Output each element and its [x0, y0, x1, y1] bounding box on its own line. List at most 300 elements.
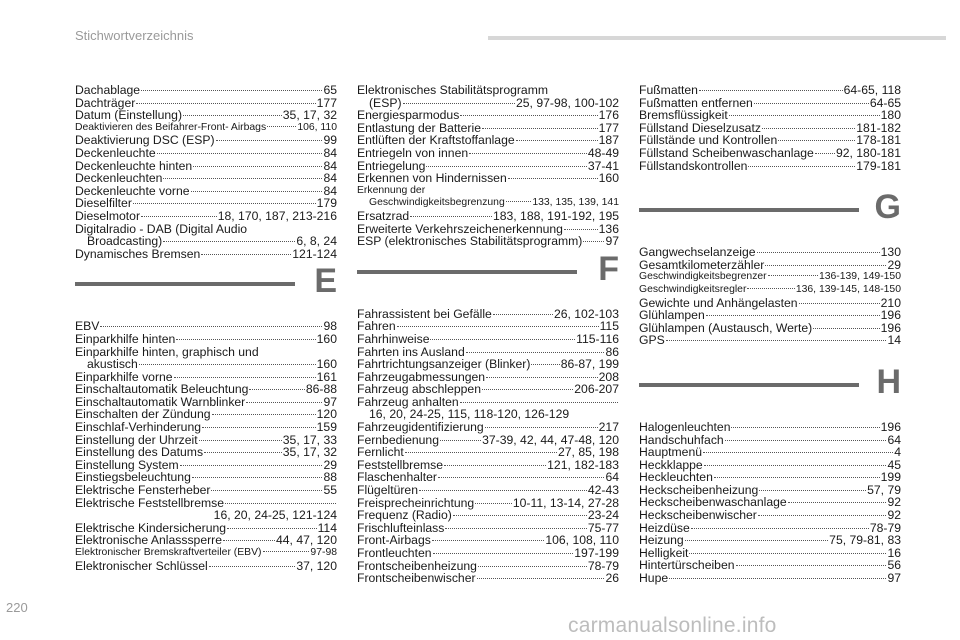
entry-pages: 37-39, 42, 44, 47-48, 120 — [482, 432, 619, 447]
entry-pages: 120 — [316, 407, 337, 422]
entry-term: Dieselfilter — [75, 196, 132, 211]
entry-term: Einstellung des Datums — [75, 445, 204, 460]
index-entry — [639, 271, 901, 284]
dot-leader — [204, 452, 282, 453]
entry-pages: 197-199 — [574, 546, 619, 560]
entry-term: Einschaltautomatik Beleuchtung — [75, 382, 249, 397]
entry-term: Geschwindigkeitsbegrenzer — [639, 271, 767, 283]
dot-leader — [174, 377, 316, 378]
page-header — [0, 0, 960, 44]
entry-term: Entlastung der Batterie — [357, 120, 481, 135]
entry-pages: 130 — [880, 245, 901, 260]
dot-leader — [477, 578, 605, 579]
entry-term: Elektrische Feststellbremse — [75, 495, 225, 510]
dot-leader — [747, 288, 794, 289]
entry-pages: 75-77 — [587, 520, 619, 535]
entry-term: Fernlicht — [357, 445, 404, 460]
entry-term: Heckscheibenwischer — [639, 508, 757, 523]
index-entry — [639, 322, 901, 335]
index-entry — [639, 284, 901, 297]
entry-term: Einstiegsbeleuchtung — [75, 470, 191, 485]
entry-pages: 35, 17, 32 — [282, 445, 337, 460]
index-entry — [357, 383, 619, 396]
index-entry — [357, 210, 619, 223]
entry-term: GPS — [639, 333, 665, 348]
entry-term: Glühlampen (Austausch, Werte) — [639, 320, 813, 335]
dot-leader — [202, 427, 316, 428]
dot-leader — [267, 126, 296, 127]
dot-leader — [136, 103, 315, 104]
dot-leader — [482, 389, 573, 390]
entry-term: Einparkhilfe vorne — [75, 369, 173, 384]
entry-term: Füllstand Scheibenwaschanlage — [639, 145, 814, 160]
index-entry — [357, 333, 619, 346]
entry-pages: 44, 47, 120 — [276, 533, 337, 548]
dot-leader — [432, 540, 545, 541]
entry-pages: 92 — [887, 495, 901, 510]
dot-leader — [757, 252, 880, 253]
dot-leader — [799, 303, 880, 304]
dot-leader — [813, 328, 879, 329]
dot-leader — [403, 103, 515, 104]
dot-leader — [583, 241, 604, 242]
dot-leader — [759, 490, 866, 491]
index-entry — [639, 421, 901, 434]
dot-leader — [438, 477, 604, 478]
entry-term: Deaktivierung DSC (ESP) — [75, 133, 215, 148]
entry-term: Fußmatten entfernen — [639, 95, 753, 110]
dot-leader — [263, 551, 310, 552]
header-rule — [488, 36, 946, 40]
dot-leader — [201, 254, 291, 255]
entry-pages: 75, 79-81, 83 — [829, 533, 901, 548]
entry-term: Fahrhinweise — [357, 331, 430, 346]
entry-pages: 136 — [598, 221, 619, 236]
entry-pages: 183, 188, 191-192, 195 — [492, 208, 619, 223]
header-title: Stichwortverzeichnis — [75, 28, 194, 43]
dot-leader — [691, 528, 869, 529]
entry-term: Heizung — [639, 533, 684, 548]
entry-pages: 37, 120 — [296, 558, 337, 573]
section-header — [639, 186, 901, 246]
entry-pages: 86 — [605, 344, 619, 359]
index-entry — [75, 84, 337, 97]
dot-leader — [249, 389, 304, 390]
dot-leader — [100, 326, 322, 327]
entry-pages: 179 — [316, 196, 337, 211]
entry-pages: 84 — [323, 158, 337, 173]
section-rule — [639, 208, 859, 212]
index-entry — [357, 358, 619, 371]
index-entry — [357, 147, 619, 160]
section-rule — [357, 270, 577, 274]
dot-leader — [445, 528, 586, 529]
dot-leader — [223, 540, 275, 541]
entry-pages: 84 — [323, 171, 337, 186]
index-column-2 — [357, 84, 619, 585]
entry-pages: 26, 102-103 — [553, 306, 619, 321]
entry-pages: 16 — [887, 545, 901, 560]
entry-term: 16, 20, 24-25, 115, 118-120, 126-129 — [369, 407, 570, 422]
watermark: carmanualsonline.info — [568, 614, 777, 637]
index-entry — [639, 334, 901, 347]
section-letter: H — [876, 362, 901, 401]
entry-term: Bremsflüssigkeit — [639, 108, 728, 123]
entry-pages: 27, 85, 198 — [558, 445, 619, 460]
dot-leader — [758, 515, 887, 516]
entry-term: Broadcasting) — [87, 234, 163, 249]
index-entry — [639, 446, 901, 459]
entry-term: Elektrische Fensterheber — [75, 483, 211, 498]
entry-term: Front-Airbags — [357, 533, 431, 548]
entry-term: Flaschenhalter — [357, 470, 437, 485]
index-entry — [75, 560, 337, 573]
dot-leader — [397, 326, 599, 327]
entry-term: Heizdüse — [639, 520, 690, 535]
entry-term: Fahrzeug abschleppen — [357, 382, 481, 397]
index-entry — [357, 421, 619, 434]
entry-pages: 88 — [323, 470, 337, 485]
section-letter: G — [874, 188, 901, 227]
entry-pages: 23-24 — [587, 508, 619, 523]
entry-term: Dieselmotor — [75, 208, 141, 223]
entry-pages: 4 — [894, 445, 901, 460]
entry-pages: 177 — [598, 120, 619, 135]
entry-term: Gesamtkilometerzähler — [639, 257, 765, 272]
entry-pages: 98 — [323, 319, 337, 334]
entry-term: Fußmatten — [639, 83, 698, 97]
entry-term: Datum (Einstellung) — [75, 108, 183, 123]
entry-term: Flügeltüren — [357, 483, 418, 498]
section-spacer — [639, 172, 901, 186]
entry-pages: 35, 17, 32 — [282, 108, 337, 123]
entry-term: Elektronischer Schlüssel — [75, 558, 208, 573]
entry-term: (ESP) — [369, 95, 402, 110]
entry-pages: 121, 182-183 — [547, 457, 619, 472]
entry-pages: 179-181 — [856, 158, 901, 173]
entry-term: EBV — [75, 319, 100, 334]
entry-term: Einparkhilfe hinten, graphisch und — [75, 344, 259, 359]
index-entry — [75, 547, 337, 560]
index-column-1 — [75, 84, 337, 572]
entry-pages: 55 — [323, 483, 337, 498]
dot-leader — [478, 566, 587, 567]
index-entry — [357, 84, 619, 97]
dot-leader — [731, 427, 879, 428]
entry-term: Einstellung der Uhrzeit — [75, 432, 198, 447]
section-rule — [75, 282, 295, 286]
entry-pages: 177 — [316, 95, 337, 110]
entry-term: Freisprecheinrichtung — [357, 495, 475, 510]
entry-term: Erkennung der — [357, 184, 426, 196]
index-entry — [357, 308, 619, 321]
index-entry — [75, 109, 337, 122]
entry-term: Einparkhilfe hinten — [75, 331, 176, 346]
dot-leader — [419, 490, 587, 491]
entry-pages: 45 — [887, 457, 901, 472]
entry-pages: 181-182 — [856, 120, 901, 135]
entry-term: Fahrzeugidentifizierung — [357, 420, 484, 435]
entry-term: Elektrische Kindersicherung — [75, 520, 227, 535]
entry-term: Elektronischer Bremskraftverteiler (EBV) — [75, 547, 262, 558]
index-entry — [639, 160, 901, 173]
index-entry — [639, 147, 901, 160]
entry-term: Fernbedienung — [357, 432, 439, 447]
dot-leader — [506, 201, 532, 202]
dot-leader — [703, 452, 893, 453]
entry-term: Einschalten der Zündung — [75, 407, 211, 422]
entry-term: Fahren — [357, 319, 396, 334]
entry-pages: 208 — [598, 369, 619, 384]
entry-pages: 37-41 — [587, 158, 619, 173]
entry-pages: 84 — [323, 183, 337, 198]
index-entry — [357, 185, 619, 198]
dot-leader — [516, 140, 598, 141]
entry-pages: 64-65 — [869, 95, 901, 110]
dot-leader — [426, 166, 586, 167]
entry-term: Deckenleuchte vorne — [75, 183, 190, 198]
entry-term: Frischlufteinlass — [357, 520, 445, 535]
entry-pages: 92, 180-181 — [835, 145, 901, 160]
entry-pages: 160 — [316, 331, 337, 346]
index-entry — [639, 559, 901, 572]
dot-leader — [486, 377, 598, 378]
dot-leader — [405, 452, 557, 453]
entry-term: Geschwindigkeitsbegrenzung — [369, 197, 505, 209]
entry-pages: 180 — [880, 108, 901, 123]
dot-leader — [209, 566, 296, 567]
entry-pages: 97 — [323, 394, 337, 409]
index-entry — [639, 246, 901, 259]
dot-leader — [180, 465, 323, 466]
dot-leader — [531, 364, 559, 365]
dot-leader — [192, 477, 323, 478]
dot-leader — [410, 216, 492, 217]
entry-term: Feststellbremse — [357, 457, 444, 472]
entry-term: Elektronisches Stabilitätsprogramm — [357, 83, 549, 97]
dot-leader — [216, 140, 323, 141]
index-entry — [639, 509, 901, 522]
dot-leader — [689, 553, 886, 554]
entry-pages: 16, 20, 24-25, 121-124 — [213, 508, 337, 523]
entry-term: Füllstand Dieselzusatz — [639, 120, 761, 135]
entry-term: Einschaltautomatik Warnblinker — [75, 394, 246, 409]
entry-term: Fahrten ins Ausland — [357, 344, 465, 359]
dot-leader — [508, 178, 598, 179]
entry-term: Deaktivieren des Beifahrer-Front- Airbags — [75, 121, 267, 133]
index-entry — [75, 509, 337, 522]
dot-leader — [199, 440, 282, 441]
entry-term: Heckscheibenwaschanlage — [639, 495, 787, 510]
dot-leader — [736, 565, 887, 566]
dot-leader — [433, 553, 574, 554]
index-entry — [639, 534, 901, 547]
entry-term: Digitalradio - DAB (Digital Audio — [75, 221, 248, 236]
entry-pages: 97 — [887, 571, 901, 586]
index-entry — [75, 235, 337, 248]
entry-pages: 217 — [598, 420, 619, 435]
index-entry — [75, 333, 337, 346]
dot-leader — [765, 265, 886, 266]
index-entry — [357, 547, 619, 560]
entry-term: Dachträger — [75, 95, 136, 110]
dot-leader — [762, 128, 855, 129]
index-entry — [75, 383, 337, 396]
dot-leader — [141, 216, 217, 217]
entry-term: Entriegeln von innen — [357, 145, 469, 160]
entry-term: Fahrzeugabmessungen — [357, 369, 486, 384]
entry-pages: 178-181 — [856, 133, 901, 148]
entry-term: Fahrtrichtungsanzeiger (Blinker) — [357, 357, 531, 372]
index-entry — [75, 210, 337, 223]
dot-leader — [193, 166, 322, 167]
dot-leader — [453, 515, 587, 516]
entry-pages: 64-65, 118 — [843, 83, 901, 97]
entry-term: Dachablage — [75, 83, 141, 97]
dot-leader — [493, 314, 553, 315]
dot-leader — [157, 153, 323, 154]
entry-pages: 6, 8, 24 — [296, 234, 337, 249]
entry-pages: 64 — [887, 432, 901, 447]
index-entry — [357, 109, 619, 122]
entry-term: Handschuhfach — [639, 432, 724, 447]
page-number: 220 — [6, 600, 28, 615]
entry-term: Geschwindigkeitsregler — [639, 283, 747, 295]
dot-leader — [564, 229, 598, 230]
section-header — [357, 248, 619, 308]
index-entry — [75, 484, 337, 497]
entry-pages: 115 — [599, 319, 619, 334]
dot-leader — [725, 440, 887, 441]
entry-term: Deckenleuchte — [75, 145, 156, 160]
index-entry — [75, 358, 337, 371]
entry-pages: 114 — [317, 520, 337, 535]
entry-pages: 84 — [323, 145, 337, 160]
dot-leader — [163, 241, 295, 242]
entry-term: Hupe — [639, 571, 669, 586]
entry-pages: 10-11, 13-14, 27-28 — [512, 495, 619, 510]
dot-leader — [669, 578, 886, 579]
entry-term: Frontscheibenwischer — [357, 571, 476, 586]
dot-leader — [183, 115, 282, 116]
index-entry — [357, 446, 619, 459]
dot-leader — [754, 103, 869, 104]
entry-term: Halogenleuchten — [639, 419, 731, 434]
entry-term: Heckscheibenheizung — [639, 482, 759, 497]
index-entry — [75, 172, 337, 185]
index-entry — [639, 259, 901, 272]
entry-pages: 29 — [323, 457, 337, 472]
dot-leader — [704, 465, 887, 466]
entry-pages: 210 — [880, 295, 901, 310]
entry-pages: 133, 135, 139, 141 — [532, 197, 619, 209]
entry-pages: 57, 79 — [867, 482, 901, 497]
entry-term: Heckleuchten — [639, 470, 713, 485]
entry-term: Ersatzrad — [357, 208, 410, 223]
dot-leader — [778, 140, 855, 141]
index-entry — [75, 248, 337, 261]
entry-pages: 78-79 — [587, 558, 619, 573]
entry-term: Einstellung System — [75, 457, 179, 472]
dot-leader — [460, 115, 597, 116]
index-entry — [639, 309, 901, 322]
entry-pages: 35, 17, 33 — [282, 432, 337, 447]
entry-pages: 196 — [880, 308, 901, 323]
entry-term: akustisch — [87, 357, 138, 372]
entry-pages: 42-43 — [587, 483, 619, 498]
entry-term: Erkennen von Hindernissen — [357, 171, 507, 186]
dot-leader — [685, 540, 828, 541]
entry-term: Deckenleuchte hinten — [75, 158, 193, 173]
dot-leader — [815, 153, 835, 154]
entry-pages: 29 — [887, 257, 901, 272]
section-header — [75, 260, 337, 320]
section-header — [639, 361, 901, 421]
entry-pages: 92 — [887, 508, 901, 523]
entry-pages: 106, 110 — [297, 121, 337, 133]
entry-term: Deckenleuchten — [75, 171, 163, 186]
index-entry — [357, 509, 619, 522]
entry-pages: 14 — [887, 333, 901, 348]
dot-leader — [227, 528, 316, 529]
entry-term: ESP (elektronisches Stabilitätsprogramm) — [357, 234, 583, 249]
entry-pages: 78-79 — [869, 520, 901, 535]
entry-term: Erweiterte Verkehrszeichenerkennung — [357, 221, 563, 236]
dot-leader — [225, 503, 336, 504]
dot-leader — [141, 90, 322, 91]
entry-pages: 160 — [316, 357, 337, 372]
index-entry — [357, 235, 619, 248]
entry-pages: 97-98 — [310, 547, 337, 558]
entry-pages: 86-87, 199 — [560, 357, 619, 372]
entry-pages: 97 — [605, 234, 619, 249]
entry-term: Gangwechselanzeige — [639, 245, 756, 260]
index-entry — [639, 109, 901, 122]
dot-leader — [469, 153, 587, 154]
dot-leader — [440, 440, 481, 441]
dot-leader — [729, 115, 880, 116]
dot-leader — [444, 465, 546, 466]
dot-leader — [485, 427, 598, 428]
entry-term: Frequenz (Radio) — [357, 508, 452, 523]
index-entry — [639, 572, 901, 585]
dot-leader — [706, 315, 880, 316]
section-letter: F — [598, 249, 619, 288]
index-entry — [357, 484, 619, 497]
entry-pages: 121-124 — [292, 246, 337, 261]
entry-pages: 161 — [316, 369, 337, 384]
section-rule — [639, 383, 859, 387]
entry-pages: 48-49 — [587, 145, 619, 160]
section-spacer — [639, 347, 901, 361]
entry-pages: 196 — [880, 320, 901, 335]
index-entry — [75, 147, 337, 160]
dot-leader — [748, 166, 855, 167]
dot-leader — [788, 502, 887, 503]
entry-term: Fahrassistent bei Gefälle — [357, 306, 492, 321]
entry-pages: 136, 139-145, 148-150 — [795, 283, 901, 295]
entry-pages: 196 — [880, 419, 901, 434]
entry-pages: 206-207 — [574, 382, 619, 397]
index-entry — [357, 172, 619, 185]
index-entry — [75, 446, 337, 459]
index-column-3 — [639, 84, 901, 585]
entry-term: Glühlampen — [639, 308, 705, 323]
dot-leader — [133, 203, 316, 204]
entry-term: Helligkeit — [639, 545, 689, 560]
dot-leader — [430, 339, 575, 340]
entry-pages: 160 — [598, 171, 619, 186]
